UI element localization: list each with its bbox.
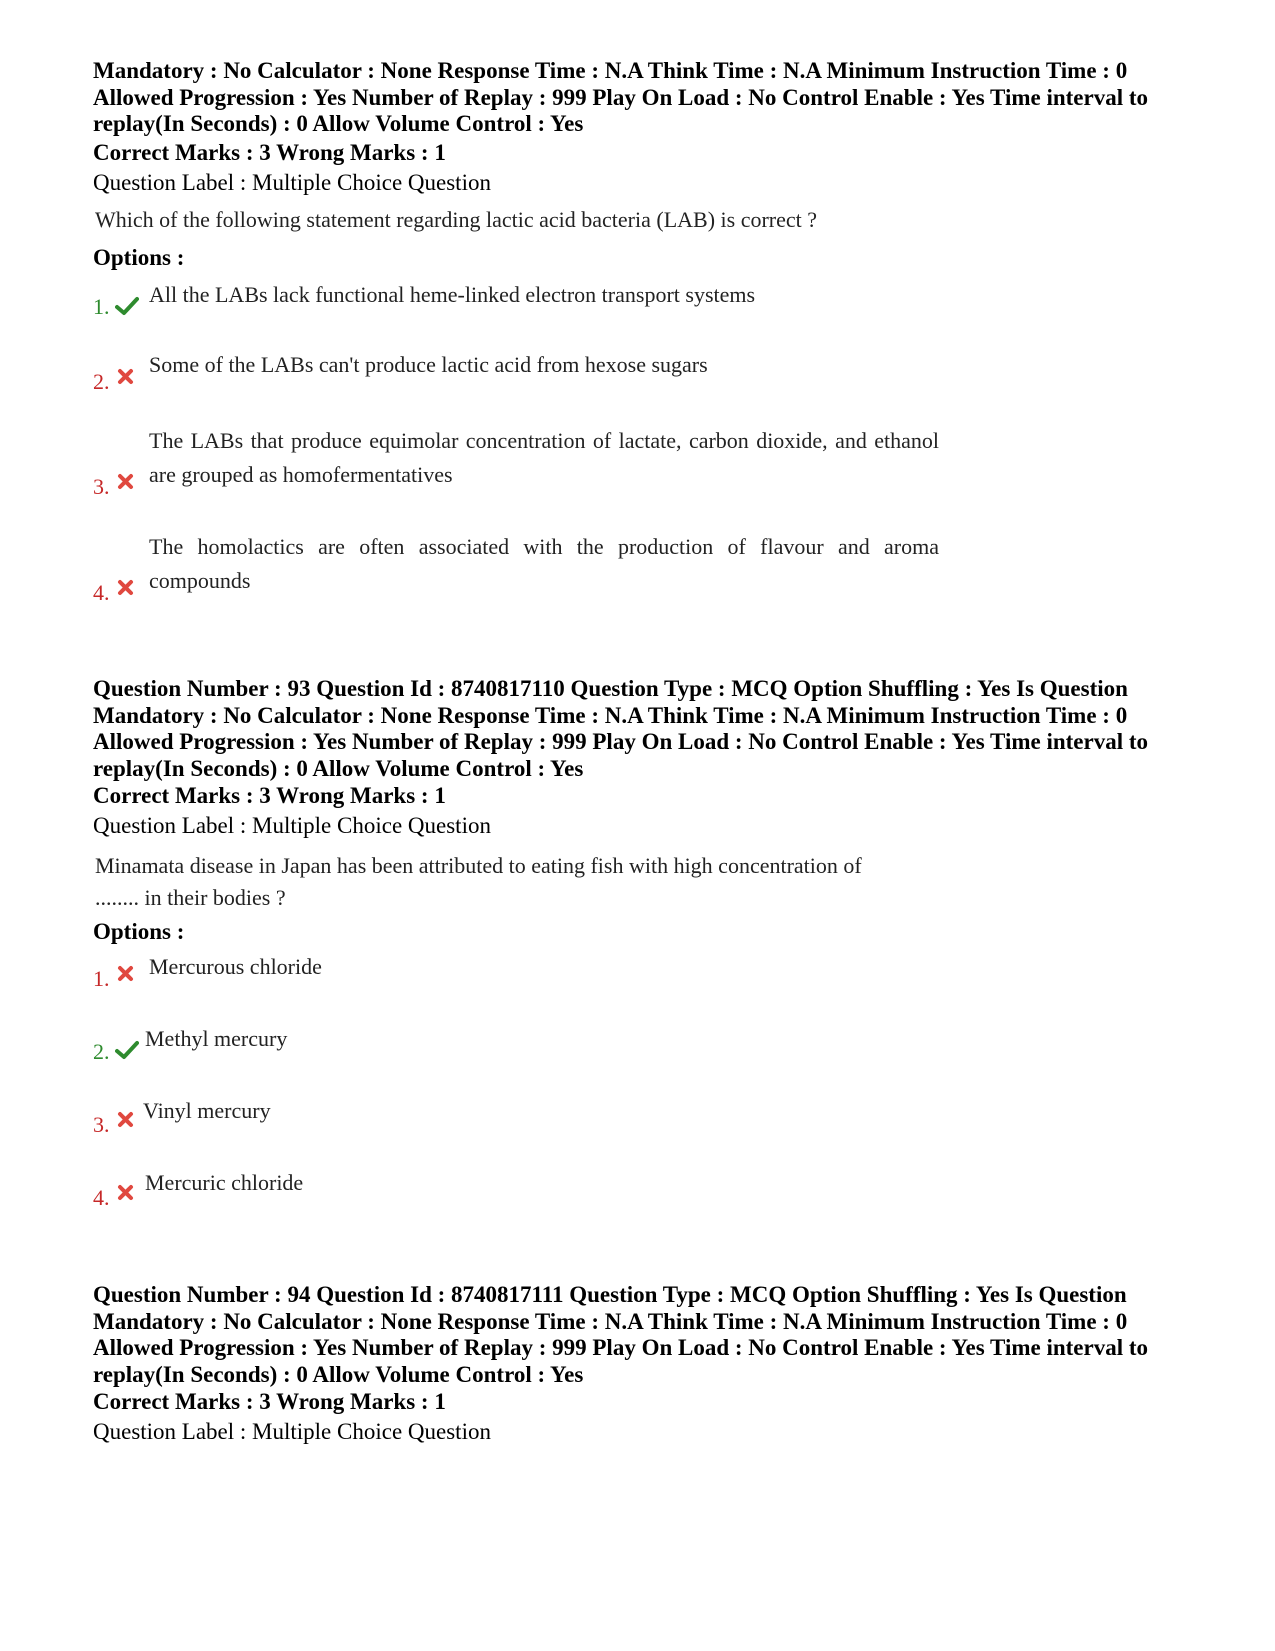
cross-icon (114, 1183, 138, 1203)
option-text: Mercuric chloride (145, 1170, 304, 1195)
option-number: 4. (93, 580, 110, 605)
option-number: 2. (93, 1039, 110, 1064)
cross-icon (114, 964, 138, 984)
marks-line: Correct Marks : 3 Wrong Marks : 1 (93, 140, 446, 165)
options-heading: Options : (93, 245, 185, 270)
option-number: 4. (93, 1185, 110, 1210)
check-icon (115, 1040, 139, 1060)
cross-icon (114, 578, 138, 598)
question-text-line: ........ in their bodies ? (95, 885, 286, 910)
option-text: All the LABs lack functional heme-linked electron transport systems (149, 282, 756, 307)
question-meta (93, 676, 1203, 782)
question-text-line: Minamata disease in Japan has been attributed to eating fish with high concentration of (95, 853, 862, 878)
option-text: Vinyl mercury (143, 1098, 271, 1123)
marks-line: Correct Marks : 3 Wrong Marks : 1 (93, 783, 446, 808)
question-meta (93, 58, 1203, 138)
meta-line: Mandatory : No Calculator : None Response Time : N.A Think Time : N.A Minimum Instruction Time : 0 (93, 702, 1128, 728)
question-label: Question Label : Multiple Choice Question (93, 1419, 491, 1444)
option-text: The LABs that produce equimolar concentration of lactate, carbon dioxide, and ethanol are grouped as homofermentatives (149, 428, 939, 487)
option-text: Methyl mercury (145, 1026, 288, 1051)
option-number: 1. (93, 294, 110, 319)
question-text (95, 850, 945, 914)
option-number: 3. (93, 1112, 110, 1137)
meta-line: Question Number : 94 Question Id : 8740817111 Question Type : MCQ Option Shuffling : Yes Is Question (93, 1282, 1127, 1307)
option-text: Some of the LABs can't produce lactic acid from hexose sugars (149, 352, 708, 377)
question-text: Which of the following statement regarding lactic acid bacteria (LAB) is correct ? (95, 207, 818, 232)
option-number: 3. (93, 474, 110, 499)
question-label: Question Label : Multiple Choice Question (93, 813, 491, 838)
meta-line: replay(In Seconds) : 0 Allow Volume Control : Yes (93, 111, 584, 136)
option-number: 2. (93, 369, 110, 394)
question-meta (93, 1282, 1203, 1388)
meta-line: Question Number : 93 Question Id : 8740817110 Question Type : MCQ Option Shuffling : Yes Is Question (93, 676, 1128, 701)
option-text: The homolactics are often associated with the production of flavour and aroma compounds (149, 534, 939, 593)
meta-line: Mandatory : No Calculator : None Response Time : N.A Think Time : N.A Minimum Instruction Time : 0 (93, 58, 1128, 83)
meta-line: Allowed Progression : Yes Number of Replay : 999 Play On Load : No Control Enable : Yes Time interval to (93, 84, 1149, 110)
cross-icon (114, 367, 138, 387)
check-icon (115, 296, 139, 316)
option-number: 1. (93, 966, 110, 991)
marks-line: Correct Marks : 3 Wrong Marks : 1 (93, 1389, 446, 1414)
meta-line: Mandatory : No Calculator : None Response Time : N.A Think Time : N.A Minimum Instruction Time : 0 (93, 1308, 1128, 1334)
cross-icon (114, 1110, 138, 1130)
question-label: Question Label : Multiple Choice Question (93, 170, 491, 195)
option-text: Mercurous chloride (149, 954, 322, 979)
meta-line: Allowed Progression : Yes Number of Replay : 999 Play On Load : No Control Enable : Yes Time interval to (93, 729, 1149, 754)
meta-line: Allowed Progression : Yes Number of Replay : 999 Play On Load : No Control Enable : Yes Time interval to (93, 1335, 1149, 1360)
meta-line: replay(In Seconds) : 0 Allow Volume Control : Yes (93, 755, 584, 781)
options-heading: Options : (93, 919, 185, 944)
cross-icon (114, 472, 138, 492)
meta-line: replay(In Seconds) : 0 Allow Volume Control : Yes (93, 1361, 584, 1387)
